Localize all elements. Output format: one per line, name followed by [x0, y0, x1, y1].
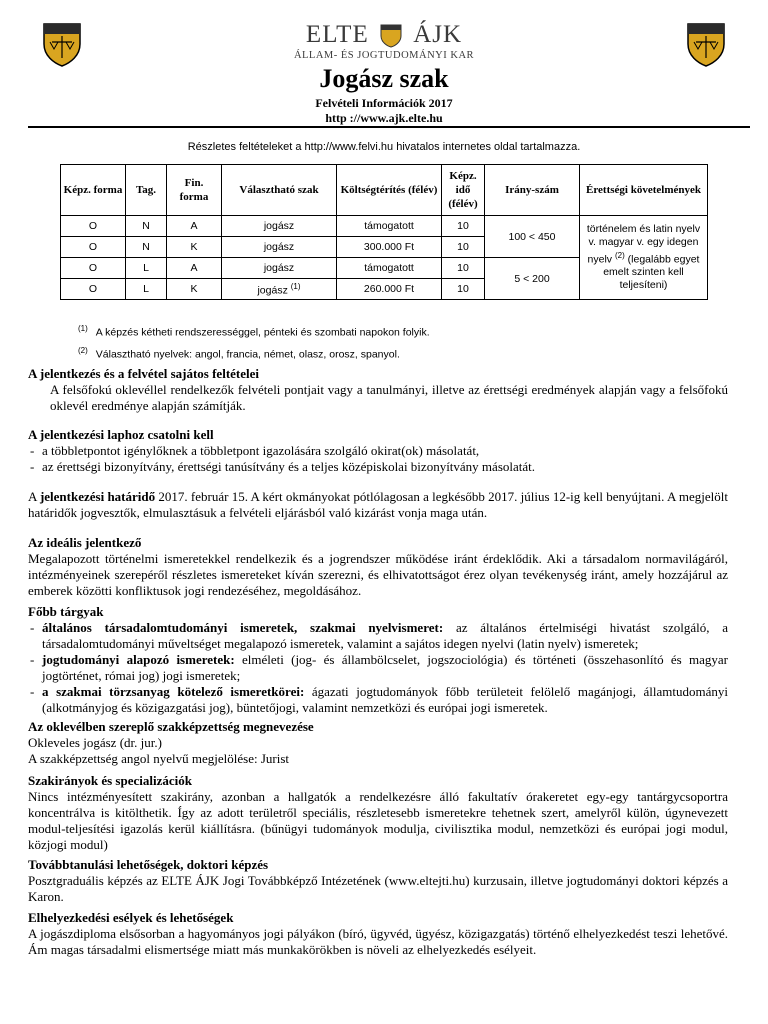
faculty-name: ÁLLAM- ÉS JOGTUDOMÁNYI KAR	[293, 50, 475, 61]
table-cell: jogász	[222, 216, 337, 237]
table-cell: A	[167, 258, 222, 279]
col-header: Tag.	[126, 165, 167, 216]
table-cell: N	[126, 216, 167, 237]
list-item: - általános társadalomtudományi ismeretek, szakmai nyelvismeret: az általános értelmiségi hivatást szolgáló, a társadalomtudományi műveltséget megalapozó ismeretek, valamint a sajátos idegen nyelvi (latin nyelv) ismeretek;	[28, 620, 728, 652]
col-header: Fin. forma	[167, 165, 222, 216]
iranyszam-cell: 5 < 200	[485, 258, 580, 300]
table-cell: jogász $^{(1)}$	[222, 279, 337, 300]
table-cell: K	[167, 237, 222, 258]
col-header: Választható szak	[222, 165, 337, 216]
section-text: Posztgraduális képzés az ELTE ÁJK Jogi Továbbképző Intézetének (www.eltejti.hu) kurzusain, illetve jogtudományi doktori képzés a Karon.	[28, 873, 728, 904]
col-header: Képz. forma	[61, 165, 126, 216]
table-cell: L	[126, 279, 167, 300]
col-header: Költségtérítés (félév)	[337, 165, 442, 216]
deadline-label: jelentkezési határidő	[39, 489, 156, 504]
list-item: - a többletpontot igénylőknek a többletpont igazolására szolgáló okirat(ok) másolatát,	[28, 443, 728, 459]
section-text: A szakképzettség angol nyelvű megjelölése: Jurist	[28, 751, 290, 766]
section-qualification	[28, 719, 728, 767]
table-cell: 300.000 Ft	[337, 237, 442, 258]
section-text: Nincs intézményesített szakirány, azonban a hallgatók a rendelkezésre álló fakultatív órakeretet egy-egy tantárgycsoportra koncentrálva is kitölthetik. Így az adott területről speciális, részletesebb ismeretekre tehetnek szert, amelyről külön, úgynevezett modul-teljesítési igazolás kerül kiállításra. (bűnügyi tudományok modulja, civilisztika modul, nemzetközi és európai jogi modul, közjogi modul)	[28, 789, 728, 852]
faculty-url: http ://www.ajk.elte.hu	[325, 111, 443, 125]
table-cell: A	[167, 216, 222, 237]
section-employment	[28, 910, 728, 958]
logo-crest-icon	[380, 24, 402, 48]
section-text: Megalapozott történelmi ismeretekkel rendelkezik és a jogrendszer működése iránt érdeklődik. Aki a társadalom normavilágáról, intézményeinek szerepéről részletes ismereteket kíván szerezni, és elhivatottságot érez olyan tevékenység iránt, amely hozzájárul az emberek közötti konfliktusok jogi rendezéséhez, megoldásához.	[28, 551, 728, 598]
section-title: Továbbtanulási lehetőségek, doktori képzés	[28, 857, 269, 872]
list-item: - jogtudományi alapozó ismeretek: elméleti (jog- és állambölcselet, jogszociológia) és történeti (összehasonlító és magyar jogtörténet, római jog) jogi ismeretek;	[28, 652, 728, 684]
table-cell: támogatott	[337, 216, 442, 237]
section-ideal-applicant	[28, 535, 728, 599]
section-title: A jelentkezési laphoz csatolni kell	[28, 427, 214, 442]
section-conditions	[28, 366, 728, 414]
footnote-1: $^{(1)}$ A képzés kétheti rendszerességgel, pénteki és szombati napokon folyik.	[78, 324, 430, 339]
table-cell: N	[126, 237, 167, 258]
logo-elte: ELTE	[305, 21, 369, 48]
section-title: Főbb tárgyak	[28, 604, 104, 619]
table-cell: L	[126, 258, 167, 279]
table-cell: támogatott	[337, 258, 442, 279]
erettsegi-cell: történelem és latin nyelv v. magyar v. egy idegen nyelv $^{(2)}$ (legalább egyet emelt szinten kell teljesíteni)	[580, 216, 708, 300]
page-title: Jogász szak	[319, 64, 449, 93]
section-title: Elhelyezkedési esélyek és lehetőségek	[28, 910, 234, 925]
table-header-row	[61, 165, 708, 216]
logo-ajk: ÁJK	[413, 21, 463, 48]
section-title: Az oklevélben szereplő szakképzettség megnevezése	[28, 719, 314, 734]
table-cell: O	[61, 279, 126, 300]
iranyszam-cell: 100 < 450	[485, 216, 580, 258]
section-text: A felsőfokú oklevéllel rendelkezők felvételi pontjait vagy a tanulmányi, illetve az érettségi eredmények alapján vagy a felsőfokú oklevél eredménye alapján számítják.	[50, 382, 728, 413]
table-cell: jogász	[222, 258, 337, 279]
section-main-subjects	[28, 604, 728, 716]
header-divider	[28, 126, 750, 128]
admission-table	[60, 164, 708, 300]
table-cell: K	[167, 279, 222, 300]
section-title: Szakirányok és specializációk	[28, 773, 192, 788]
table-cell: O	[61, 258, 126, 279]
list-item: - a szakmai törzsanyag kötelező ismeretkörei: ágazati jogtudományok főbb területeit felölelő magánjogi, államtudományi (alkotmányjog és közigazgatási jog), büntetőjogi, valamint nemzetközi és európai jogi ismeretek.	[28, 684, 728, 716]
section-title: A jelentkezés és a felvétel sajátos feltételei	[28, 366, 260, 381]
col-header: Irány-szám	[485, 165, 580, 216]
list-item: - az érettségi bizonyítvány, érettségi tanúsítvány és a teljes középiskolai bizonyítvány másolatát.	[28, 459, 728, 475]
table-cell: 10	[442, 237, 485, 258]
table-cell: O	[61, 216, 126, 237]
section-deadline: A jelentkezési határidő 2017. február 15. A kért okmányokat pótlólagosan a legkésőbb 2017. július 12-ig kell benyújtani. A megjelölt határidők jogvesztők, elmulasztásuk a felvételi eljárásból való kizárást vonja maga után.	[28, 489, 728, 520]
table-cell: 10	[442, 258, 485, 279]
section-specializations	[28, 773, 728, 853]
col-header: Képz. idő (félév)	[442, 165, 485, 216]
table-cell: 10	[442, 216, 485, 237]
page-subtitle: Felvételi Információk 2017	[315, 96, 453, 110]
table-row	[61, 216, 708, 237]
footnote-2: $^{(2)}$ Választható nyelvek: angol, francia, német, olasz, orosz, spanyol.	[78, 345, 400, 360]
section-attachments	[28, 427, 728, 475]
intro-text: Részletes feltételeket a http://www.felvi.hu hivatalos internetes oldal tartalmazza.	[187, 141, 581, 153]
table-cell: jogász	[222, 237, 337, 258]
table-cell: 10	[442, 279, 485, 300]
section-text: Okleveles jogász (dr. jur.)	[28, 735, 162, 750]
faculty-logo	[0, 20, 768, 61]
table-cell: 260.000 Ft	[337, 279, 442, 300]
col-header: Érettségi követelmények	[580, 165, 708, 216]
section-further-studies	[28, 857, 728, 905]
footnotes	[78, 320, 430, 363]
section-title: Az ideális jelentkező	[28, 535, 142, 550]
table-cell: O	[61, 237, 126, 258]
section-text: A jogászdiploma elsősorban a hagyományos jogi pályákon (bíró, ügyvéd, ügyész, közigazgatás) történő elhelyezkedést teszi lehetővé. Ám magas társadalmi elismertsége miatt más munkakörökben is növeli az elhelyezkedés esélyeit.	[28, 926, 728, 957]
